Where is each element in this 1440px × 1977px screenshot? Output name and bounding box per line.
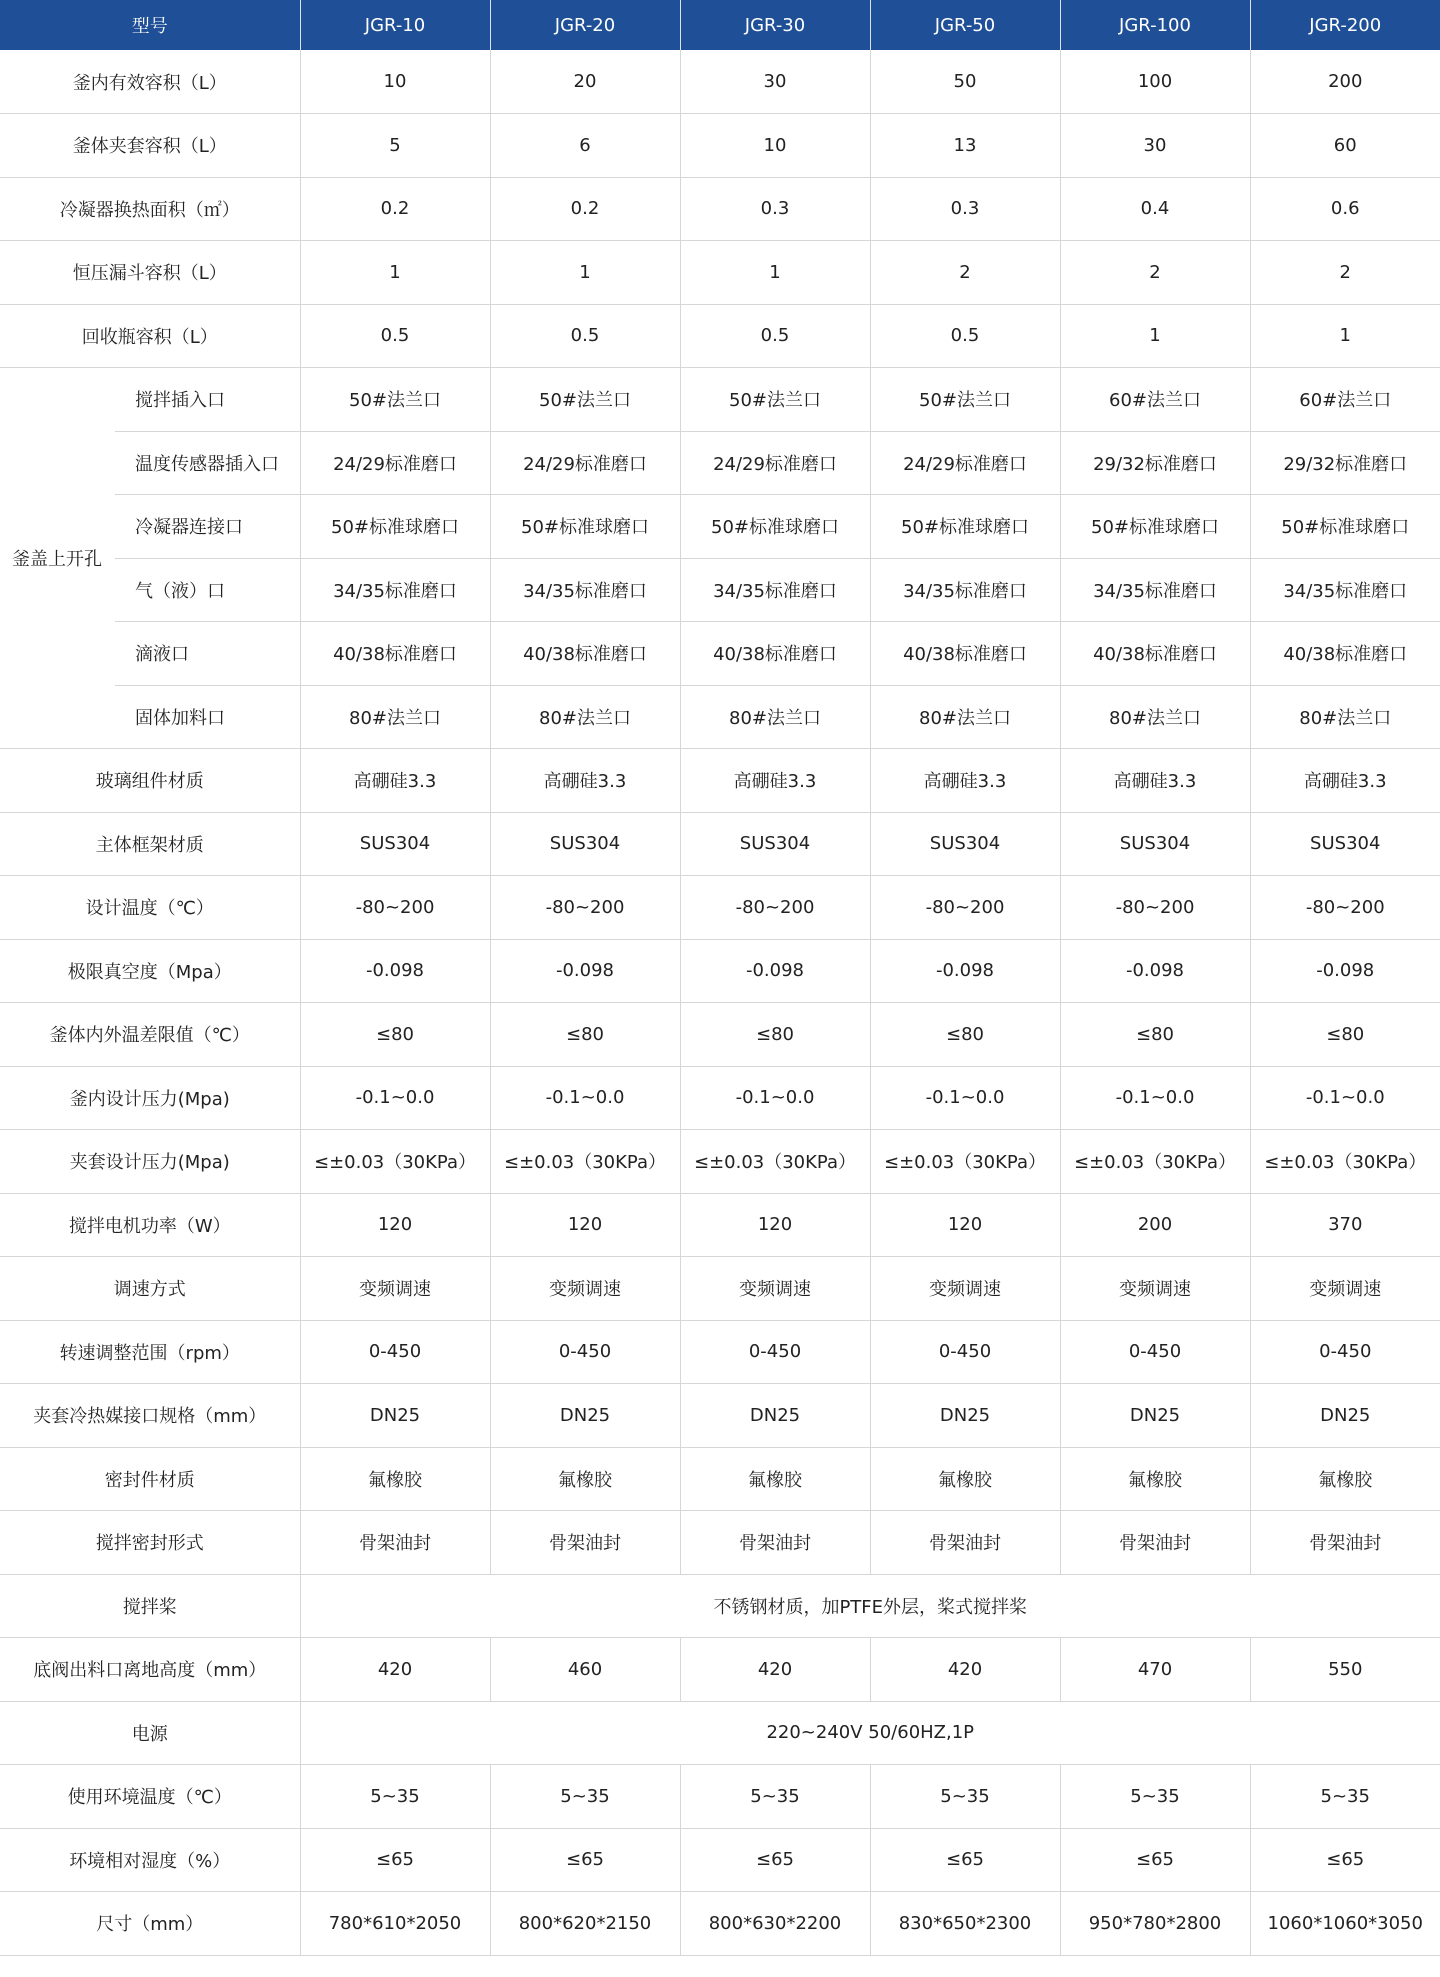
cell-value: ≤65 [870,1828,1060,1892]
cell-value: DN25 [680,1384,870,1448]
cell-value: ≤80 [870,1003,1060,1067]
cell-value: 30 [680,50,870,114]
cell-value: 40/38标准磨口 [680,622,870,686]
cell-value-span: 220~240V 50/60HZ,1P [300,1701,1440,1765]
cell-value: 变频调速 [870,1257,1060,1321]
row-label: 极限真空度（Mpa） [0,939,300,1003]
cell-value: ≤80 [1250,1003,1440,1067]
cell-value: DN25 [490,1384,680,1448]
cell-value: 100 [1060,50,1250,114]
cell-value: 60#法兰口 [1060,368,1250,432]
cell-value: 2 [870,241,1060,305]
cell-value: ≤±0.03（30KPa） [1250,1130,1440,1194]
cell-value: -0.1~0.0 [680,1066,870,1130]
table-row [0,622,1440,686]
cell-value: 50#标准球磨口 [1060,495,1250,559]
cell-value: 120 [680,1193,870,1257]
cell-value: 5~35 [1060,1765,1250,1829]
cell-value: 470 [1060,1638,1250,1702]
cell-value: 0.3 [680,177,870,241]
row-label: 夹套冷热媒接口规格（mm） [0,1384,300,1448]
table-row [0,1130,1440,1194]
table-row [0,1320,1440,1384]
cell-value: 120 [870,1193,1060,1257]
cell-value: 24/29标准磨口 [870,431,1060,495]
table-row [0,1257,1440,1321]
cell-value: 34/35标准磨口 [680,558,870,622]
cell-value: 50#法兰口 [870,368,1060,432]
cell-value: 50#标准球磨口 [1250,495,1440,559]
table-row [0,1447,1440,1511]
table-row [0,749,1440,813]
row-label: 釜内有效容积（L） [0,50,300,114]
cell-value: 变频调速 [680,1257,870,1321]
cell-value: DN25 [1060,1384,1250,1448]
cell-value: ≤80 [1060,1003,1250,1067]
row-label: 搅拌密封形式 [0,1511,300,1575]
row-label: 密封件材质 [0,1447,300,1511]
cell-value: ≤65 [680,1828,870,1892]
row-label: 调速方式 [0,1257,300,1321]
table-row [0,1701,1440,1765]
table-row [0,50,1440,114]
cell-value: 420 [300,1638,490,1702]
cell-value: 30 [1060,114,1250,178]
table-row [0,177,1440,241]
cell-value: -80~200 [300,876,490,940]
cell-value: 1 [680,241,870,305]
cell-value: 0.5 [870,304,1060,368]
cell-value: 60 [1250,114,1440,178]
cell-value: 780*610*2050 [300,1892,490,1956]
cell-value: SUS304 [490,812,680,876]
cell-value: 50#法兰口 [490,368,680,432]
row-label: 搅拌插入口 [115,368,300,432]
cell-value: 0-450 [1250,1320,1440,1384]
cell-value: 34/35标准磨口 [300,558,490,622]
cell-value: 变频调速 [300,1257,490,1321]
cell-value: 0.5 [300,304,490,368]
cell-value: SUS304 [300,812,490,876]
cell-value: 50 [870,50,1060,114]
cell-value: 0-450 [1060,1320,1250,1384]
cell-value: 80#法兰口 [1060,685,1250,749]
row-label: 夹套设计压力(Mpa) [0,1130,300,1194]
cell-value: 骨架油封 [870,1511,1060,1575]
cell-value: 50#标准球磨口 [300,495,490,559]
header-model-jgr-100: JGR-100 [1060,0,1250,50]
cell-value: 950*780*2800 [1060,1892,1250,1956]
table-row [0,1003,1440,1067]
cell-value: -0.1~0.0 [870,1066,1060,1130]
cell-value: 40/38标准磨口 [490,622,680,686]
cell-value: -0.1~0.0 [1060,1066,1250,1130]
cell-value: DN25 [300,1384,490,1448]
cell-value: 50#标准球磨口 [680,495,870,559]
cell-value: ≤±0.03（30KPa） [680,1130,870,1194]
cell-value: 60#法兰口 [1250,368,1440,432]
table-row [0,1193,1440,1257]
cell-value: 40/38标准磨口 [1060,622,1250,686]
cell-value: 高硼硅3.3 [1060,749,1250,813]
cell-value: 5~35 [870,1765,1060,1829]
cell-value: 0.2 [490,177,680,241]
row-label: 温度传感器插入口 [115,431,300,495]
cell-value: -80~200 [490,876,680,940]
row-label: 固体加料口 [115,685,300,749]
cell-value: -0.1~0.0 [490,1066,680,1130]
cell-value: DN25 [1250,1384,1440,1448]
cell-value: 0-450 [680,1320,870,1384]
cell-value: 高硼硅3.3 [490,749,680,813]
cell-value: 0.2 [300,177,490,241]
cell-value: 24/29标准磨口 [680,431,870,495]
cell-value: 420 [870,1638,1060,1702]
cell-value: 5~35 [300,1765,490,1829]
cell-value: 氟橡胶 [1060,1447,1250,1511]
row-label: 主体框架材质 [0,812,300,876]
row-label: 釜体夹套容积（L） [0,114,300,178]
cell-value: -0.1~0.0 [1250,1066,1440,1130]
row-label: 回收瓶容积（L） [0,304,300,368]
table-row [0,876,1440,940]
cell-value: 10 [300,50,490,114]
cell-value: 40/38标准磨口 [870,622,1060,686]
cell-value: ≤80 [490,1003,680,1067]
cell-value: -0.1~0.0 [300,1066,490,1130]
row-label: 釜体内外温差限值（℃） [0,1003,300,1067]
cell-value: 氟橡胶 [490,1447,680,1511]
cell-value: 1 [490,241,680,305]
cell-value: ≤±0.03（30KPa） [870,1130,1060,1194]
cell-value: ≤±0.03（30KPa） [1060,1130,1250,1194]
row-label: 转速调整范围（rpm） [0,1320,300,1384]
table-row [0,431,1440,495]
row-label: 气（液）口 [115,558,300,622]
cell-value: 80#法兰口 [1250,685,1440,749]
cell-value: 5~35 [490,1765,680,1829]
cell-value: 13 [870,114,1060,178]
cell-value: SUS304 [1060,812,1250,876]
cell-value: 80#法兰口 [680,685,870,749]
table-row [0,1892,1440,1956]
cell-value: 800*620*2150 [490,1892,680,1956]
cell-value: 200 [1060,1193,1250,1257]
cell-value: 变频调速 [490,1257,680,1321]
cell-value: -0.098 [1060,939,1250,1003]
cell-value: 变频调速 [1060,1257,1250,1321]
row-label: 冷凝器连接口 [115,495,300,559]
row-label: 尺寸（mm） [0,1892,300,1956]
cell-value: -80~200 [1250,876,1440,940]
cell-value: 1 [1060,304,1250,368]
row-label: 环境相对湿度（%） [0,1828,300,1892]
header-row [0,0,1440,50]
cell-value: ≤65 [490,1828,680,1892]
table-row [0,1638,1440,1702]
cell-value: 氟橡胶 [680,1447,870,1511]
cell-value: 370 [1250,1193,1440,1257]
cell-value: ≤±0.03（30KPa） [490,1130,680,1194]
cell-value: 1060*1060*3050 [1250,1892,1440,1956]
cell-value: 50#标准球磨口 [490,495,680,559]
cell-value: ≤±0.03（30KPa） [300,1130,490,1194]
lid-ports-group-label: 釜盖上开孔 [0,368,115,749]
table-row [0,558,1440,622]
row-label: 釜内设计压力(Mpa) [0,1066,300,1130]
header-model-jgr-50: JGR-50 [870,0,1060,50]
row-label: 滴液口 [115,622,300,686]
row-label: 设计温度（℃） [0,876,300,940]
table-row [0,1574,1440,1638]
row-label: 搅拌桨 [0,1574,300,1638]
cell-value: -80~200 [680,876,870,940]
cell-value: 50#法兰口 [680,368,870,432]
cell-value: 40/38标准磨口 [300,622,490,686]
cell-value: 34/35标准磨口 [1250,558,1440,622]
cell-value: 高硼硅3.3 [870,749,1060,813]
cell-value: SUS304 [1250,812,1440,876]
cell-value: 变频调速 [1250,1257,1440,1321]
cell-value: 0.4 [1060,177,1250,241]
cell-value: SUS304 [870,812,1060,876]
cell-value: 骨架油封 [1060,1511,1250,1575]
cell-value: -80~200 [1060,876,1250,940]
row-label: 冷凝器换热面积（㎡） [0,177,300,241]
cell-value: 120 [490,1193,680,1257]
cell-value: ≤65 [300,1828,490,1892]
table-row [0,939,1440,1003]
cell-value: 骨架油封 [300,1511,490,1575]
cell-value: 骨架油封 [490,1511,680,1575]
cell-value: 800*630*2200 [680,1892,870,1956]
header-model-jgr-30: JGR-30 [680,0,870,50]
cell-value: -0.098 [300,939,490,1003]
cell-value: 830*650*2300 [870,1892,1060,1956]
cell-value: 0-450 [490,1320,680,1384]
cell-value: 34/35标准磨口 [1060,558,1250,622]
table-row [0,685,1440,749]
table-row [0,1384,1440,1448]
cell-value: 高硼硅3.3 [300,749,490,813]
cell-value: 6 [490,114,680,178]
row-label: 玻璃组件材质 [0,749,300,813]
header-model-jgr-200: JGR-200 [1250,0,1440,50]
cell-value: 80#法兰口 [490,685,680,749]
row-label: 使用环境温度（℃） [0,1765,300,1829]
header-model-label: 型号 [0,0,300,50]
cell-value: ≤80 [680,1003,870,1067]
cell-value: 高硼硅3.3 [1250,749,1440,813]
cell-value: 0.3 [870,177,1060,241]
cell-value: 0-450 [870,1320,1060,1384]
cell-value: 80#法兰口 [870,685,1060,749]
cell-value: 80#法兰口 [300,685,490,749]
cell-value: 50#标准球磨口 [870,495,1060,559]
cell-value: 460 [490,1638,680,1702]
cell-value: -0.098 [1250,939,1440,1003]
cell-value: 0.5 [490,304,680,368]
cell-value: 5 [300,114,490,178]
cell-value: 骨架油封 [1250,1511,1440,1575]
cell-value: 200 [1250,50,1440,114]
cell-value: 24/29标准磨口 [490,431,680,495]
cell-value: ≤65 [1060,1828,1250,1892]
cell-value: 骨架油封 [680,1511,870,1575]
cell-value: -0.098 [870,939,1060,1003]
cell-value: -0.098 [680,939,870,1003]
cell-value: 50#法兰口 [300,368,490,432]
cell-value: 氟橡胶 [300,1447,490,1511]
cell-value: 420 [680,1638,870,1702]
cell-value: DN25 [870,1384,1060,1448]
cell-value: 120 [300,1193,490,1257]
table-row [0,114,1440,178]
cell-value: 550 [1250,1638,1440,1702]
table-row [0,812,1440,876]
cell-value: -80~200 [870,876,1060,940]
header-model-jgr-10: JGR-10 [300,0,490,50]
cell-value: ≤65 [1250,1828,1440,1892]
cell-value: -0.098 [490,939,680,1003]
table-row [0,1511,1440,1575]
cell-value: 2 [1060,241,1250,305]
row-label: 底阀出料口离地高度（mm） [0,1638,300,1702]
table-row [0,241,1440,305]
cell-value: 34/35标准磨口 [490,558,680,622]
row-label: 恒压漏斗容积（L） [0,241,300,305]
cell-value: 5~35 [1250,1765,1440,1829]
table-row [0,1765,1440,1829]
table-row [0,368,1440,432]
cell-value: 40/38标准磨口 [1250,622,1440,686]
cell-value: 0.6 [1250,177,1440,241]
cell-value: 2 [1250,241,1440,305]
cell-value: 氟橡胶 [870,1447,1060,1511]
cell-value: 34/35标准磨口 [870,558,1060,622]
table-row [0,1828,1440,1892]
cell-value: 29/32标准磨口 [1250,431,1440,495]
cell-value: SUS304 [680,812,870,876]
cell-value: 24/29标准磨口 [300,431,490,495]
cell-value: 1 [1250,304,1440,368]
cell-value: 29/32标准磨口 [1060,431,1250,495]
cell-value: 0-450 [300,1320,490,1384]
row-label: 电源 [0,1701,300,1765]
table-row [0,304,1440,368]
table-row [0,1066,1440,1130]
cell-value: 1 [300,241,490,305]
header-model-jgr-20: JGR-20 [490,0,680,50]
cell-value: 10 [680,114,870,178]
cell-value: 5~35 [680,1765,870,1829]
cell-value-span: 不锈钢材质，加PTFE外层，桨式搅拌桨 [300,1574,1440,1638]
cell-value: 0.5 [680,304,870,368]
table-row [0,495,1440,559]
row-label: 搅拌电机功率（W） [0,1193,300,1257]
cell-value: 20 [490,50,680,114]
cell-value: 高硼硅3.3 [680,749,870,813]
cell-value: ≤80 [300,1003,490,1067]
cell-value: 氟橡胶 [1250,1447,1440,1511]
